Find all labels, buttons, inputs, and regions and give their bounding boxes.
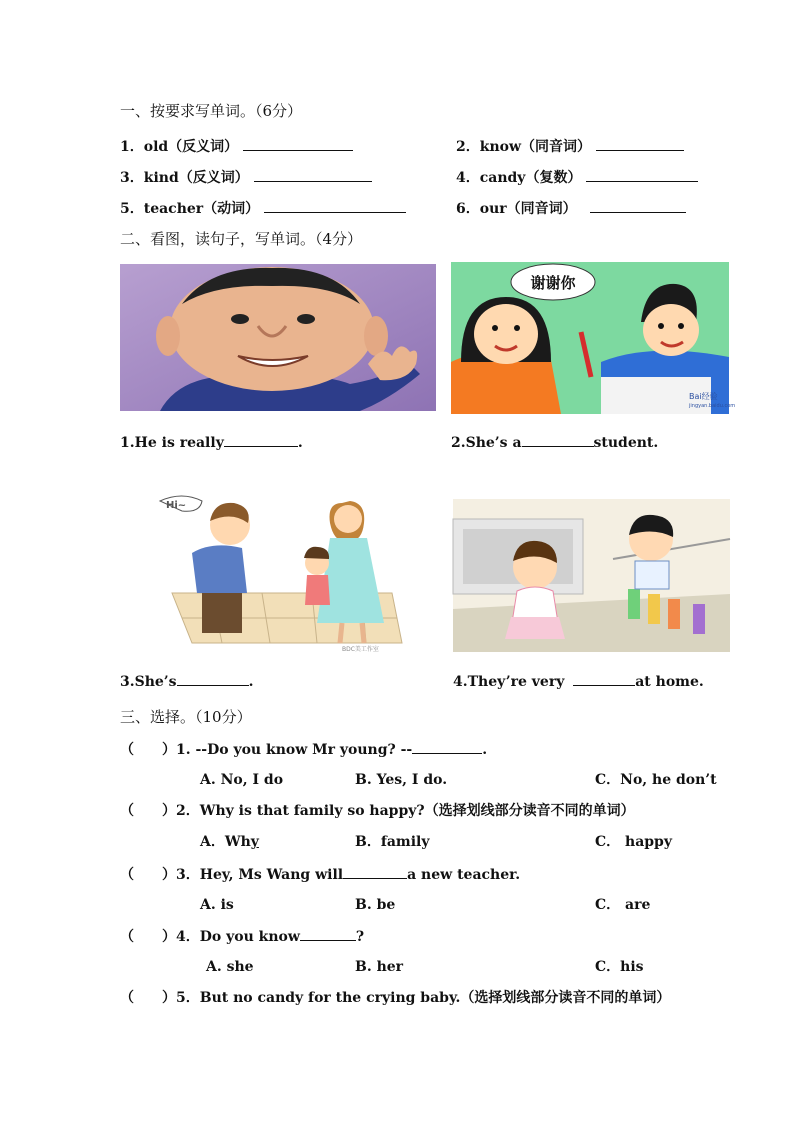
q3-option-a[interactable]: A. is (200, 897, 234, 913)
sentence-4-text: 4.They’re very (453, 674, 565, 690)
sentence-3 (120, 672, 253, 691)
answer-blank-4[interactable] (586, 168, 698, 182)
family-illustration (152, 493, 406, 655)
q2-text: 2．Why is that family so happy?（选择划线部分读音不同的单词） (176, 803, 635, 819)
q3-end: a new teacher. (407, 867, 521, 883)
section1-heading: 一、按要求写单词。（6分） (120, 102, 303, 120)
question-4 (120, 927, 364, 946)
item-4-label: 4．candy（复数） (456, 170, 582, 186)
q5-paren[interactable]: （ ） (120, 990, 176, 1006)
q4-paren[interactable]: （ ） (120, 929, 176, 945)
item-1 (120, 137, 353, 156)
q2-option-c[interactable] (595, 833, 672, 851)
q1-paren[interactable]: （ ） (120, 742, 176, 758)
q2-paren[interactable]: （ ） (120, 803, 176, 819)
answer-blank-5[interactable] (264, 199, 406, 213)
watermark-bdc: BDC美工作室 (342, 646, 379, 653)
sentence-2-blank[interactable] (522, 433, 594, 447)
q1-option-c[interactable]: C．No, he don’t (595, 772, 717, 788)
sentence-1 (120, 433, 303, 452)
sentence-3-end: . (248, 674, 254, 690)
picture-funny-man (120, 264, 436, 411)
item-3-label: 3．kind（反义词） (120, 170, 249, 186)
q4-option-c[interactable]: C．his (595, 959, 644, 975)
bubble-thank-you: 谢谢你 (530, 274, 576, 292)
picture-kids-at-home (453, 499, 730, 652)
q4-end: ? (355, 929, 365, 945)
q4-option-b[interactable]: B. her (355, 959, 404, 975)
item-3 (120, 168, 372, 187)
sentence-3-text: 3.She’s (120, 674, 177, 690)
q1-end: . (482, 742, 488, 758)
picture-two-students (451, 262, 736, 414)
sentence-2 (451, 433, 658, 452)
watermark-baidu: Bai经验 (689, 392, 718, 401)
answer-blank-6[interactable] (590, 199, 686, 213)
item-6 (456, 199, 686, 218)
item-6-label: 6．our（同音词） (456, 201, 577, 217)
question-2 (120, 802, 635, 820)
kids-illustration (453, 499, 730, 652)
q2-b-end: y (421, 834, 430, 850)
watermark-baidu-sub: jingyan.baidu.com (689, 403, 736, 409)
question-5 (120, 989, 670, 1007)
q3-paren[interactable]: （ ） (120, 867, 176, 883)
bubble-hi: Hi~ (166, 500, 187, 511)
section2-heading: 二、看图，读句子，写单词。（4分） (120, 230, 363, 248)
sentence-4-end: at home. (635, 674, 704, 690)
q2-a-text: A．Wh (200, 834, 251, 850)
sentence-3-blank[interactable] (177, 672, 249, 686)
funny-man-illustration (120, 264, 436, 411)
q1-option-b[interactable]: B. Yes, I do. (355, 772, 448, 788)
sentence-1-text: 1.He is really (120, 435, 224, 451)
q1-text: 1. --Do you know Mr young? -- (176, 742, 413, 758)
question-1 (120, 740, 487, 759)
q3-option-c[interactable]: C． are (595, 897, 651, 913)
picture-family-greeting (152, 493, 406, 655)
q5-text: 5．But no candy for the crying baby.（选择划线部分读音不同的单词） (176, 990, 671, 1006)
q2-option-a[interactable] (200, 833, 259, 851)
q3-option-b[interactable]: B. be (355, 897, 396, 913)
q2-a-underlined: y (250, 834, 259, 850)
item-2 (456, 137, 684, 156)
answer-blank-3[interactable] (254, 168, 372, 182)
item-5-label: 5．teacher（动词） (120, 201, 260, 217)
answer-blank-2[interactable] (596, 137, 684, 151)
item-2-label: 2．know（同音词） (456, 139, 592, 155)
q2-option-b[interactable] (355, 833, 430, 851)
sentence-1-blank[interactable] (224, 433, 298, 447)
q3-blank[interactable] (343, 865, 407, 879)
q4-blank[interactable] (300, 927, 356, 941)
q2-c-text: C． happ (595, 834, 664, 850)
q3-text: 3．Hey, Ms Wang will (176, 867, 344, 883)
q4-option-a[interactable]: A. she (206, 959, 254, 975)
item-5 (120, 199, 406, 218)
q4-text: 4．Do you know (176, 929, 300, 945)
q1-option-a[interactable]: A. No, I do (200, 772, 284, 788)
students-illustration (451, 262, 736, 414)
sentence-1-end: . (297, 435, 303, 451)
sentence-4 (453, 672, 704, 691)
answer-blank-1[interactable] (243, 137, 353, 151)
sentence-4-blank[interactable] (573, 672, 635, 686)
question-3 (120, 865, 520, 884)
sentence-2-end: student. (593, 435, 659, 451)
sentence-2-text: 2.She’s a (451, 435, 522, 451)
q1-blank[interactable] (412, 740, 482, 754)
section3-heading: 三、选择。（10分） (120, 708, 252, 726)
q2-c-end: y (663, 834, 672, 850)
item-4 (456, 168, 698, 187)
q2-b-text: B．famil (355, 834, 422, 850)
item-1-label: 1．old（反义词） (120, 139, 239, 155)
